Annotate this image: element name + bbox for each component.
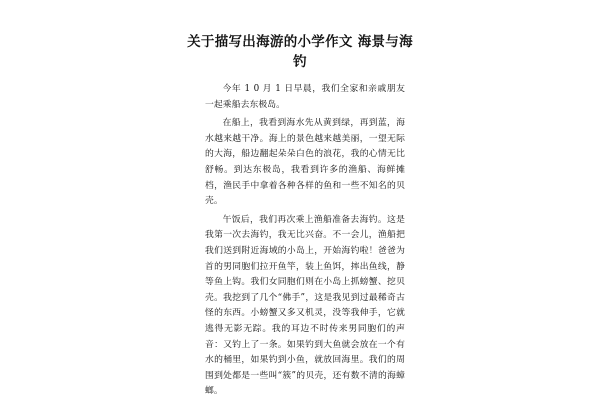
article-body [205,82,405,400]
title-line-1: 关于描写出海游的小学作文 海景与海 [187,34,413,50]
paragraph-2: 在船上，我看到海水先从黄到绿，再到蓝，海水越来越干净。海上的景色越来越美丽，一望无际的大海，船边翻起朵朵白色的浪花，我的心情无比舒畅。到达东极岛，我看到许多的渔船、海鲜摊档，渔民手中拿着各种各样的鱼和一些不知名的贝壳。 [205,118,405,207]
paragraph-3: 午饭后，我们再次乘上渔船准备去海钓。这是我第一次去海钓，我无比兴奋。不一会儿，渔船把我们送到附近海域的小岛上，开始海钓啦！爸爸为首的男同胞们拉开鱼竿，装上鱼饵，摔出鱼线，静等鱼上钩。我们女同胞们则在小岛上抓螃蟹、挖贝壳。我挖到了几个“佛手”，这是我见到过最稀奇古怪的东西。小螃蟹又多又机灵，没等我伸手，它就逃得无影无踪。我的耳边不时传来男同胞们的声音：又钓上了一条。如果钓到大鱼就会放在一个有水的桶里，如果钓到小鱼，就放回海里。我们的周围到处都是一些叫“簇”的贝壳，还有数不清的海蟑螂。 [205,214,405,397]
title-line-2: 钓 [293,54,307,70]
paragraph-1: 今年 1 0 月 1 日早晨，我们全家和亲戚朋友一起乘船去东极岛。 [205,84,405,110]
document-title [0,32,600,72]
